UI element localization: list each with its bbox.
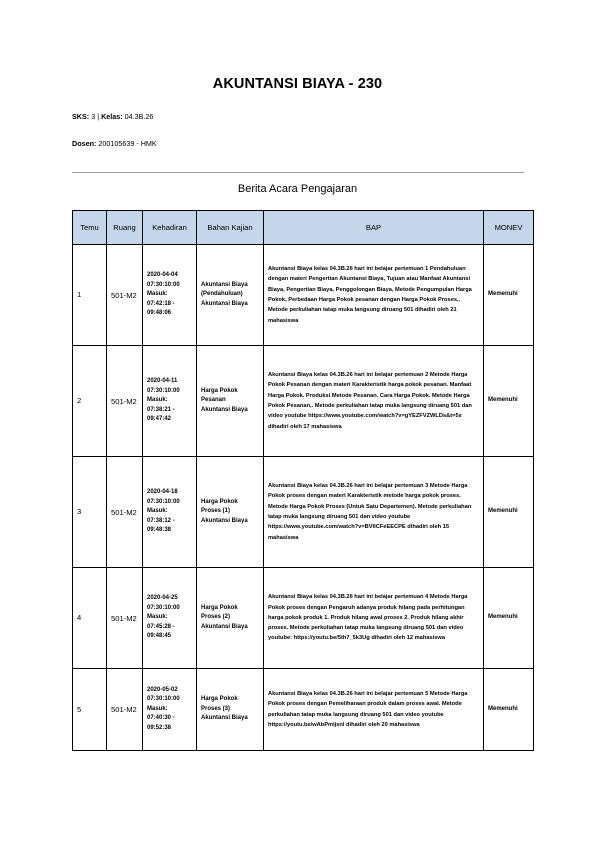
attendance-out: 09:47:42 <box>147 416 172 423</box>
cell-bahan-kajian <box>197 457 264 568</box>
course-info <box>72 112 153 121</box>
table-row <box>73 245 534 346</box>
attendance-out: 09:48:38 <box>147 527 172 534</box>
cell-bap: Akuntansi Biaya kelas 04.3B.26 hari ini belajar pertemuan 1 Pendahuluan dengan materi Pengertian Akuntansi Biaya, Tujuan atau Manfaat Akuntansi Biaya, Pengertian Biaya, Penggolongan Biaya, Metode Pengumpulan Harga Pokok, Perbedaan Harga Pokok pesanan dengan Harga Pokok Proses,. Metode perkuliahan tatap muka langsung diruang 501 dihadiri oleh 21 mahasiswa <box>264 245 484 346</box>
topic-line: Akuntansi Biaya <box>201 517 248 524</box>
lecturer-info <box>72 139 157 148</box>
document-title: AKUNTANSI BIAYA - 230 <box>212 76 383 92</box>
cell-ruang: 501-M2 <box>107 245 143 346</box>
attendance-label: Masuk: <box>147 614 168 621</box>
cell-monev: Memenuhi <box>484 245 534 346</box>
table-row <box>73 346 534 457</box>
topic-line: Akuntansi Biaya <box>201 281 248 288</box>
attendance-schedule: 07:30:10:00 <box>147 696 180 703</box>
cell-bahan-kajian <box>197 669 264 751</box>
topic-line: Akuntansi Biaya <box>201 300 248 307</box>
divider <box>72 172 524 173</box>
cell-ruang: 501-M2 <box>107 346 143 457</box>
kelas-label: Kelas: <box>101 112 123 121</box>
cell-ruang: 501-M2 <box>107 457 143 568</box>
sks-label: SKS: <box>72 112 90 121</box>
topic-line: Akuntansi Biaya <box>201 406 248 413</box>
cell-temu: 5 <box>73 669 107 751</box>
attendance-in: 07:45:28 - <box>147 623 175 630</box>
topic-line: Proses (3) <box>201 705 231 712</box>
attendance-date: 2020-04-25 <box>147 595 178 602</box>
cell-bap: Akuntansi Biaya kelas 04.3B.26 hari ini belajar pertemuan 3 Metode Harga Pokok proses dengan materi Karakteristik metode harga pokok proses. Metode Harga Pokok Proses (Untuk Satu Departemen). Metode perkuliahan tatap muka langsung diruang 501 dan video youtube https://www.youtube.com/watch?v=BVlICFeEECPE dihadiri oleh 15 mahasiswa <box>264 457 484 568</box>
sks-value: 3 <box>91 112 96 121</box>
dosen-label: Dosen: <box>72 139 97 148</box>
cell-temu: 1 <box>73 245 107 346</box>
attendance-out: 09:48:45 <box>147 633 172 640</box>
cell-bap: Akuntansi Biaya kelas 04.3B.26 hari ini belajar pertemuan 4 Metode Harga Pokok proses dengan Pengaruh adanya produk hilang pada perhitungan harga pokok produk 1. Produk hilang awal proses 2. Produk hilang akhir proses. Metode perkuliahan tatap muka langsung diruang 501 dan video youtube: https://youtu.be/5th7_5k3Ug dihadiri oleh 12 mahasiswa <box>264 568 484 669</box>
cell-bap: Akuntansi Biaya kelas 04.3B.26 hari ini belajar pertemuan 5 Metode Harga Pokok proses dengan Pemeliharaan produk dalam proses awal. Metode perkuliahan tatap muka langsung diruang 501 dan video youtube https://youtu.be/wAbPmljsnl dihadiri oleh 20 mahasiswa <box>264 669 484 751</box>
cell-temu: 2 <box>73 346 107 457</box>
teaching-record-table <box>72 210 534 751</box>
attendance-label: Masuk: <box>147 291 168 298</box>
attendance-out: 09:48:06 <box>147 310 172 317</box>
attendance-in: 07:38:21 - <box>147 406 175 413</box>
topic-line: Akuntansi Biaya <box>201 715 248 722</box>
col-header-ruang: Ruang <box>107 211 143 245</box>
cell-kehadiran <box>143 346 197 457</box>
topic-line: Harga Pokok <box>201 696 238 703</box>
cell-ruang: 501-M2 <box>107 568 143 669</box>
topic-line: Proses (1) <box>201 508 231 515</box>
cell-temu: 4 <box>73 568 107 669</box>
cell-bap: Akuntansi Biaya kelas 04.3B.26 hari ini belajar pertemuan 2 Metode Harga Pokok Pesanan dengan materi Karakteristik harga pokok pesanan. Manfaat Harga Pokok. Produksi Metode Pesanan. Cara Harga Pokok. Metode Harga Pokok Pesanan,. Metode perkuliahan tatap muka langsung diruang 501 dan video youtube https://www.youtube.com/watch?v=gYEZFVZWLDs&t=5s dihadiri oleh 17 mahasiswa <box>264 346 484 457</box>
topic-line: Harga Pokok <box>201 387 238 394</box>
attendance-schedule: 07:30:10:00 <box>147 498 180 505</box>
attendance-schedule: 07:30:10:00 <box>147 604 180 611</box>
cell-bahan-kajian <box>197 245 264 346</box>
attendance-date: 2020-04-18 <box>147 489 178 496</box>
topic-line: Harga Pokok <box>201 604 238 611</box>
cell-bahan-kajian <box>197 346 264 457</box>
topic-line: Akuntansi Biaya <box>201 623 248 630</box>
col-header-monev: MONEV <box>484 211 534 245</box>
col-header-bap: BAP <box>264 211 484 245</box>
cell-kehadiran <box>143 669 197 751</box>
cell-monev: Memenuhi <box>484 669 534 751</box>
separator: | <box>97 112 100 121</box>
topic-line: (Pendahuluan) <box>201 291 243 298</box>
col-header-temu: Temu <box>73 211 107 245</box>
col-header-kehadiran: Kehadiran <box>143 211 197 245</box>
table-row <box>73 568 534 669</box>
cell-monev: Memenuhi <box>484 346 534 457</box>
attendance-label: Masuk: <box>147 705 168 712</box>
attendance-out: 09:52:38 <box>147 724 172 731</box>
table-header-row <box>73 211 534 245</box>
cell-kehadiran <box>143 457 197 568</box>
table-row <box>73 669 534 751</box>
attendance-label: Masuk: <box>147 508 168 515</box>
attendance-schedule: 07:30:10:00 <box>147 281 180 288</box>
attendance-in: 07:42:18 - <box>147 300 175 307</box>
section-title: Berita Acara Pengajaran <box>237 183 358 195</box>
attendance-schedule: 07:30:10:00 <box>147 387 180 394</box>
col-header-bahan-kajian: Bahan Kajian <box>197 211 264 245</box>
topic-line: Proses (2) <box>201 614 231 621</box>
cell-temu: 3 <box>73 457 107 568</box>
attendance-in: 07:38:12 - <box>147 517 175 524</box>
attendance-in: 07:40:30 - <box>147 715 175 722</box>
topic-line: Harga Pokok <box>201 498 238 505</box>
table-row <box>73 457 534 568</box>
cell-kehadiran <box>143 245 197 346</box>
cell-ruang: 501-M2 <box>107 669 143 751</box>
cell-kehadiran <box>143 568 197 669</box>
attendance-date: 2020-04-04 <box>147 272 178 279</box>
attendance-label: Masuk: <box>147 397 168 404</box>
topic-line: Pesanan <box>201 397 226 404</box>
kelas-value: 04.3B.26 <box>124 112 154 121</box>
cell-bahan-kajian <box>197 568 264 669</box>
attendance-date: 2020-05-02 <box>147 686 178 693</box>
attendance-date: 2020-04-11 <box>147 378 178 385</box>
dosen-value: 200105639 - HMK <box>98 139 157 148</box>
cell-monev: Memenuhi <box>484 568 534 669</box>
cell-monev: Memenuhi <box>484 457 534 568</box>
